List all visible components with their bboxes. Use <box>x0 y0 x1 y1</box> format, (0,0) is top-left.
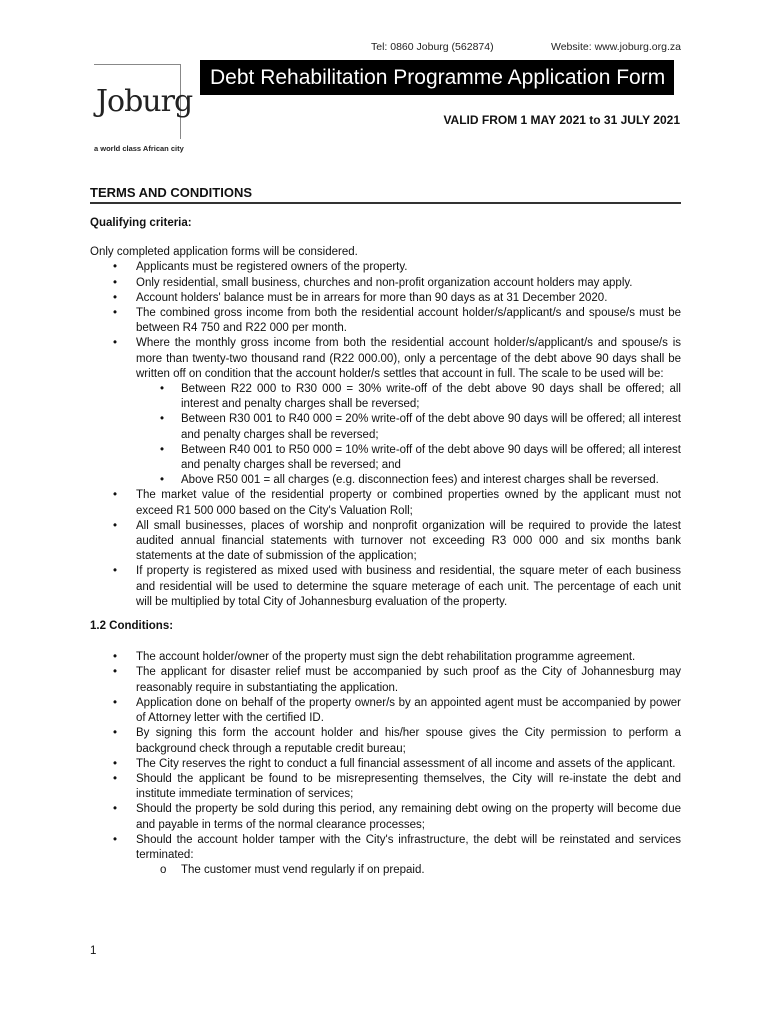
list-item: • Should the account holder tamper with the City's infrastructure, the debt will be reinstated and services terminated: o The customer must vend regularly if on prepaid. <box>90 833 681 879</box>
bullet-icon: • <box>160 383 165 396</box>
scale-item: • Between R22 000 to R30 000 = 30% write-off of the debt above 90 days shall be offered; all interest and penalty charges shall be reversed; <box>160 383 681 411</box>
document-body <box>90 216 681 878</box>
list-item: • All small businesses, places of worship and nonprofit organization will be required to provide the latest audited annual financial statements with turnover not exceeding R3 000 000 and six months bank statements at the date of submission of the application; <box>113 519 681 563</box>
bullet-icon: • <box>113 696 118 709</box>
website-address: Website: www.joburg.org.za <box>551 41 681 53</box>
bullet-icon: • <box>160 413 165 426</box>
list-item: • The market value of the residential property or combined properties owned by the applicant must not exceed R1 500 000 based on the City's Valuation Roll; <box>113 489 681 517</box>
conditions-heading: 1.2 Conditions: <box>90 620 174 633</box>
section-divider <box>90 202 681 204</box>
list-item: • The City reserves the right to conduct a full financial assessment of all income and assets of the applicant. <box>90 757 681 772</box>
bullet-icon: • <box>113 803 118 816</box>
list-item: • Applicants must be registered owners of the property. <box>90 260 681 275</box>
prepaid-sublist <box>136 863 681 878</box>
bullet-icon: • <box>160 474 165 487</box>
bullet-icon: • <box>113 261 118 274</box>
list-item: • Where the monthly gross income from both the residential account holder/s/applicant/s and spouse/s is more than twenty-two thousand rand (R22 000.00), only a percentage of the debt above 90 days shall be written off on condition that the account holder/s settles that account in full. The scale to be used will be: • Between R22 000 to R30 000 = 30% write-off of the debt above 90 days shall be offered; all interest and penalty charges shall be reversed; • Between R30 001 to R40 000 = 20% write-off of the debt above 90 days will be offered; all interest and penalty charges shall be reversed; • Between R40 001 to R50 000 = 10% write-off of the debt above 90 days will be offered; all interest and penalty charges shall be reversed; and • Above R50 001 = all charges (e.g. disconnection fees) and interest charges shall be reversed. <box>90 336 681 488</box>
criteria-list <box>90 260 681 610</box>
list-item: • The applicant for disaster relief must be accompanied by such proof as the City of Johannesburg may reasonably require in substantiating the application. <box>113 666 681 694</box>
bullet-icon: • <box>113 519 118 532</box>
bullet-icon: • <box>113 772 118 785</box>
scale-list <box>136 382 681 488</box>
form-title: Debt Rehabilitation Programme Application Form <box>200 60 674 95</box>
page-number: 1 <box>90 945 97 957</box>
bullet-icon: • <box>113 666 118 679</box>
bullet-icon: • <box>113 565 118 578</box>
bullet-icon: • <box>113 489 118 502</box>
validity-period: VALID FROM 1 MAY 2021 to 31 JULY 2021 <box>443 113 680 127</box>
telephone-number: Tel: 0860 Joburg (562874) <box>371 41 494 53</box>
list-item: • Should the property be sold during this period, any remaining debt owing on the property will become due and payable in terms of the normal clearance processes; <box>113 803 681 831</box>
intro-text: Only completed application forms will be considered. <box>90 246 358 259</box>
bullet-icon: • <box>113 833 118 846</box>
scale-item: • Above R50 001 = all charges (e.g. disconnection fees) and interest charges shall be reversed. <box>136 473 681 488</box>
bullet-icon: • <box>113 651 118 664</box>
logo-tagline: a world class African city <box>94 144 184 153</box>
list-item: • The account holder/owner of the property must sign the debt rehabilitation programme agreement. <box>90 650 681 665</box>
bullet-icon: • <box>113 337 118 350</box>
bullet-icon: • <box>113 757 118 770</box>
joburg-logo: Joburg <box>96 84 193 119</box>
scale-item: • Between R40 001 to R50 000 = 10% write-off of the debt above 90 days will be offered; all interest and penalty charges shall be reversed; and <box>160 443 681 472</box>
list-item: • Only residential, small business, churches and non-profit organization account holders may apply. <box>90 276 681 291</box>
circle-bullet-icon: o <box>160 864 167 877</box>
conditions-list <box>90 650 681 878</box>
bullet-icon: • <box>113 307 118 320</box>
bullet-icon: • <box>113 291 118 304</box>
sub-item: o The customer must vend regularly if on prepaid. <box>136 863 681 878</box>
list-item: • Should the applicant be found to be misrepresenting themselves, the City will re-instate the debt and institute immediate termination of services; <box>113 772 681 801</box>
list-item: • Account holders' balance must be in arrears for more than 90 days as at 31 December 2020. <box>90 291 681 306</box>
terms-heading: TERMS AND CONDITIONS <box>90 185 253 200</box>
list-item: • The combined gross income from both the residential account holder/s/applicant/s and spouse/s must be between R4 750 and R22 000 per month. <box>113 307 681 335</box>
scale-item: • Between R30 001 to R40 000 = 20% write-off of the debt above 90 days will be offered; all interest and penalty charges shall be reversed; <box>160 413 681 441</box>
bullet-icon: • <box>160 443 165 456</box>
qualifying-criteria-heading: Qualifying criteria: <box>90 217 192 229</box>
bullet-icon: • <box>113 276 118 289</box>
list-item: • Application done on behalf of the property owner/s by an appointed agent must be accompanied by power of Attorney letter with the certified ID. <box>113 696 681 725</box>
bullet-icon: • <box>113 727 118 740</box>
list-item: • If property is registered as mixed used with business and residential, the square meter of each business and residential will be used to determine the square meterage of each unit. The percentage of each unit will be multiplied by total City of Johannesburg evaluation of the property. <box>113 565 681 608</box>
list-item: • By signing this form the account holder and his/her spouse gives the City permission to perform a background check through a reputable credit bureau; <box>113 727 681 755</box>
